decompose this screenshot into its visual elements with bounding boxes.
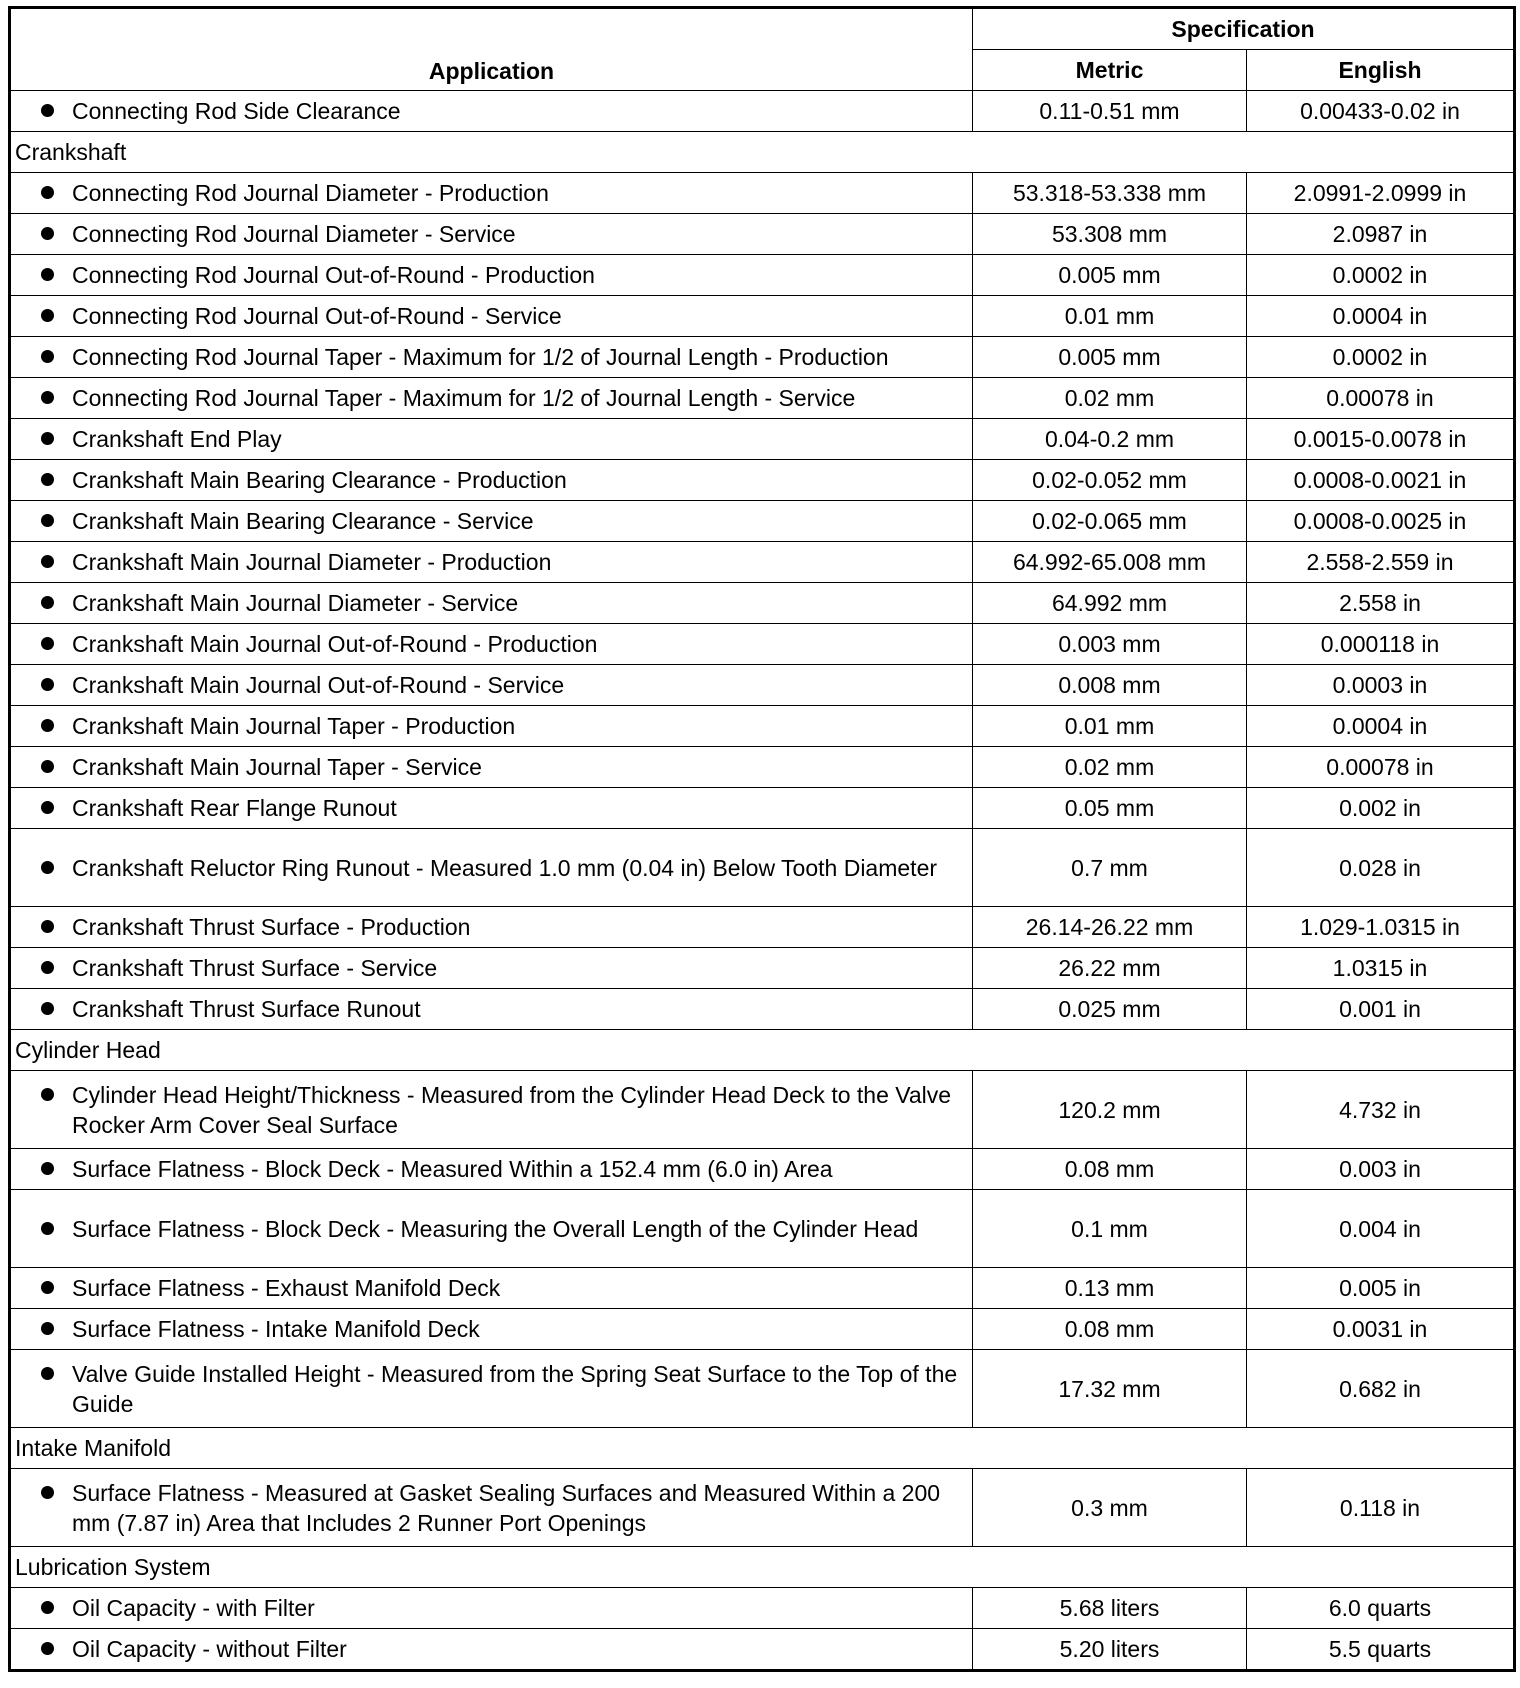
english-value: 0.005 in <box>1247 1268 1515 1309</box>
application-cell <box>10 337 973 378</box>
metric-value: 0.025 mm <box>973 989 1247 1030</box>
english-value: 0.004 in <box>1247 1190 1515 1268</box>
metric-value: 53.308 mm <box>973 214 1247 255</box>
application-cell <box>10 173 973 214</box>
bullet-icon <box>41 309 54 322</box>
metric-value: 0.005 mm <box>973 337 1247 378</box>
application-cell <box>10 1190 973 1268</box>
application-label: Connecting Rod Journal Taper - Maximum for 1/2 of Journal Length - Production <box>72 344 889 370</box>
metric-value: 17.32 mm <box>973 1350 1247 1428</box>
metric-value: 0.01 mm <box>973 706 1247 747</box>
bullet-icon <box>41 1367 54 1380</box>
bullet-icon <box>41 678 54 691</box>
english-value: 0.00433-0.02 in <box>1247 91 1515 132</box>
metric-header: Metric <box>973 50 1247 91</box>
section-row <box>10 1030 1515 1071</box>
section-title: Intake Manifold <box>10 1428 1515 1469</box>
metric-value: 0.02-0.065 mm <box>973 501 1247 542</box>
table-row <box>10 747 1515 788</box>
table-row <box>10 91 1515 132</box>
metric-value: 120.2 mm <box>973 1071 1247 1149</box>
metric-value: 26.22 mm <box>973 948 1247 989</box>
application-label: Surface Flatness - Exhaust Manifold Deck <box>72 1275 501 1301</box>
application-label: Crankshaft Rear Flange Runout <box>72 795 397 821</box>
bullet-icon <box>41 1162 54 1175</box>
application-cell <box>10 1071 973 1149</box>
metric-value: 0.11-0.51 mm <box>973 91 1247 132</box>
bullet-icon <box>41 1642 54 1655</box>
bullet-icon <box>41 719 54 732</box>
application-label: Oil Capacity - with Filter <box>72 1595 315 1621</box>
table-row <box>10 907 1515 948</box>
bullet-icon <box>41 432 54 445</box>
bullet-icon <box>41 1322 54 1335</box>
application-label: Connecting Rod Side Clearance <box>72 98 401 124</box>
english-value: 0.0002 in <box>1247 255 1515 296</box>
table-row <box>10 542 1515 583</box>
application-label: Connecting Rod Journal Diameter - Service <box>72 221 516 247</box>
bullet-icon <box>41 350 54 363</box>
metric-value: 0.3 mm <box>973 1469 1247 1547</box>
bullet-icon <box>41 637 54 650</box>
metric-value: 0.08 mm <box>973 1149 1247 1190</box>
section-row <box>10 1428 1515 1469</box>
table-row <box>10 419 1515 460</box>
bullet-icon <box>41 268 54 281</box>
table-row <box>10 1309 1515 1350</box>
section-title: Crankshaft <box>10 132 1515 173</box>
application-label: Surface Flatness - Block Deck - Measuring the Overall Length of the Cylinder Head <box>72 1215 919 1242</box>
english-value: 0.0031 in <box>1247 1309 1515 1350</box>
application-cell <box>10 91 973 132</box>
metric-value: 0.08 mm <box>973 1309 1247 1350</box>
english-value: 2.0991-2.0999 in <box>1247 173 1515 214</box>
application-label: Crankshaft Main Journal Taper - Service <box>72 754 482 780</box>
table-row <box>10 1268 1515 1309</box>
metric-value: 0.005 mm <box>973 255 1247 296</box>
table-row <box>10 255 1515 296</box>
application-label: Valve Guide Installed Height - Measured from the Spring Seat Surface to the Top of the Guide <box>72 1360 958 1417</box>
english-value: 0.118 in <box>1247 1469 1515 1547</box>
application-label: Crankshaft Thrust Surface - Service <box>72 955 438 981</box>
application-label: Crankshaft Main Bearing Clearance - Production <box>72 467 567 493</box>
metric-value: 0.01 mm <box>973 296 1247 337</box>
application-label: Crankshaft Main Journal Out-of-Round - Production <box>72 631 598 657</box>
bullet-icon <box>41 104 54 117</box>
table-row <box>10 665 1515 706</box>
english-value: 2.0987 in <box>1247 214 1515 255</box>
application-label: Crankshaft Thrust Surface - Production <box>72 914 471 940</box>
english-value: 0.003 in <box>1247 1149 1515 1190</box>
section-row <box>10 132 1515 173</box>
specification-header: Specification <box>973 8 1515 50</box>
section-title: Cylinder Head <box>10 1030 1515 1071</box>
bullet-icon <box>41 1002 54 1015</box>
bullet-icon <box>41 186 54 199</box>
table-row <box>10 1350 1515 1428</box>
application-cell <box>10 255 973 296</box>
table-row <box>10 948 1515 989</box>
application-label: Crankshaft Main Journal Diameter - Service <box>72 590 519 616</box>
application-cell <box>10 583 973 624</box>
application-header: Application <box>10 8 973 91</box>
application-cell <box>10 501 973 542</box>
application-cell <box>10 542 973 583</box>
bullet-icon <box>41 920 54 933</box>
application-label: Crankshaft Main Journal Out-of-Round - Service <box>72 672 565 698</box>
english-value: 6.0 quarts <box>1247 1588 1515 1629</box>
table-row <box>10 214 1515 255</box>
application-cell <box>10 460 973 501</box>
application-cell <box>10 1350 973 1428</box>
english-value: 2.558 in <box>1247 583 1515 624</box>
table-row <box>10 706 1515 747</box>
table-row <box>10 1149 1515 1190</box>
bullet-icon <box>41 227 54 240</box>
table-row <box>10 173 1515 214</box>
english-value: 0.000118 in <box>1247 624 1515 665</box>
metric-value: 0.05 mm <box>973 788 1247 829</box>
english-value: 1.029-1.0315 in <box>1247 907 1515 948</box>
metric-value: 0.04-0.2 mm <box>973 419 1247 460</box>
application-cell <box>10 788 973 829</box>
bullet-icon <box>41 1281 54 1294</box>
application-cell <box>10 1268 973 1309</box>
english-value: 0.002 in <box>1247 788 1515 829</box>
table-row <box>10 788 1515 829</box>
metric-value: 0.7 mm <box>973 829 1247 907</box>
spec-table <box>8 6 1516 1672</box>
bullet-icon <box>41 555 54 568</box>
section-row <box>10 1547 1515 1588</box>
application-cell <box>10 747 973 788</box>
metric-value: 0.13 mm <box>973 1268 1247 1309</box>
application-label: Connecting Rod Journal Taper - Maximum for 1/2 of Journal Length - Service <box>72 385 856 411</box>
bullet-icon <box>41 1088 54 1101</box>
application-label: Surface Flatness - Measured at Gasket Sealing Surfaces and Measured Within a 200 mm (7.87 in) Area that Includes 2 Runner Port Openings <box>72 1479 941 1536</box>
metric-value: 5.20 liters <box>973 1629 1247 1671</box>
bullet-icon <box>41 861 54 874</box>
application-cell <box>10 829 973 907</box>
application-label: Crankshaft End Play <box>72 426 282 452</box>
metric-value: 0.008 mm <box>973 665 1247 706</box>
table-row <box>10 583 1515 624</box>
table-row <box>10 501 1515 542</box>
application-cell <box>10 624 973 665</box>
metric-value: 64.992 mm <box>973 583 1247 624</box>
application-cell <box>10 296 973 337</box>
application-cell <box>10 378 973 419</box>
table-row <box>10 989 1515 1030</box>
application-cell <box>10 214 973 255</box>
metric-value: 0.02 mm <box>973 378 1247 419</box>
section-title: Lubrication System <box>10 1547 1515 1588</box>
metric-value: 0.1 mm <box>973 1190 1247 1268</box>
application-cell <box>10 989 973 1030</box>
application-cell <box>10 1149 973 1190</box>
english-value: 0.00078 in <box>1247 378 1515 419</box>
application-cell <box>10 706 973 747</box>
bullet-icon <box>41 1601 54 1614</box>
table-row <box>10 829 1515 907</box>
english-value: 1.0315 in <box>1247 948 1515 989</box>
application-cell <box>10 907 973 948</box>
english-value: 2.558-2.559 in <box>1247 542 1515 583</box>
english-value: 5.5 quarts <box>1247 1629 1515 1671</box>
application-label: Crankshaft Thrust Surface Runout <box>72 996 421 1022</box>
application-label: Cylinder Head Height/Thickness - Measured from the Cylinder Head Deck to the Valve Rocker Arm Cover Seal Surface <box>72 1081 952 1138</box>
metric-value: 64.992-65.008 mm <box>973 542 1247 583</box>
application-label: Oil Capacity - without Filter <box>72 1636 347 1662</box>
application-label: Crankshaft Main Journal Diameter - Production <box>72 549 552 575</box>
metric-value: 0.02 mm <box>973 747 1247 788</box>
spec-body <box>10 91 1515 1671</box>
table-row <box>10 624 1515 665</box>
metric-value: 5.68 liters <box>973 1588 1247 1629</box>
header-row-1 <box>10 8 1515 50</box>
application-cell <box>10 948 973 989</box>
english-value: 0.0008-0.0025 in <box>1247 501 1515 542</box>
application-label: Crankshaft Main Journal Taper - Production <box>72 713 516 739</box>
application-label: Connecting Rod Journal Diameter - Production <box>72 180 549 206</box>
application-label: Crankshaft Reluctor Ring Runout - Measured 1.0 mm (0.04 in) Below Tooth Diameter <box>72 854 938 881</box>
english-value: 0.682 in <box>1247 1350 1515 1428</box>
application-label: Surface Flatness - Intake Manifold Deck <box>72 1316 480 1342</box>
metric-value: 26.14-26.22 mm <box>973 907 1247 948</box>
bullet-icon <box>41 473 54 486</box>
bullet-icon <box>41 801 54 814</box>
english-value: 0.028 in <box>1247 829 1515 907</box>
metric-value: 53.318-53.338 mm <box>973 173 1247 214</box>
bullet-icon <box>41 1486 54 1499</box>
application-label: Connecting Rod Journal Out-of-Round - Production <box>72 262 595 288</box>
application-cell <box>10 1309 973 1350</box>
bullet-icon <box>41 596 54 609</box>
english-value: 4.732 in <box>1247 1071 1515 1149</box>
bullet-icon <box>41 514 54 527</box>
english-value: 0.0004 in <box>1247 296 1515 337</box>
table-row <box>10 296 1515 337</box>
table-row <box>10 1469 1515 1547</box>
application-cell <box>10 1469 973 1547</box>
english-header: English <box>1247 50 1515 91</box>
bullet-icon <box>41 1222 54 1235</box>
english-value: 0.001 in <box>1247 989 1515 1030</box>
english-value: 0.0008-0.0021 in <box>1247 460 1515 501</box>
english-value: 0.0015-0.0078 in <box>1247 419 1515 460</box>
table-row <box>10 378 1515 419</box>
application-cell <box>10 419 973 460</box>
application-label: Crankshaft Main Bearing Clearance - Service <box>72 508 534 534</box>
table-row <box>10 460 1515 501</box>
english-value: 0.0004 in <box>1247 706 1515 747</box>
application-cell <box>10 665 973 706</box>
bullet-icon <box>41 760 54 773</box>
english-value: 0.00078 in <box>1247 747 1515 788</box>
application-label: Surface Flatness - Block Deck - Measured Within a 152.4 mm (6.0 in) Area <box>72 1156 833 1182</box>
table-row <box>10 337 1515 378</box>
application-label: Connecting Rod Journal Out-of-Round - Service <box>72 303 562 329</box>
table-row <box>10 1071 1515 1149</box>
metric-value: 0.02-0.052 mm <box>973 460 1247 501</box>
application-cell <box>10 1629 973 1671</box>
table-row <box>10 1190 1515 1268</box>
table-row <box>10 1588 1515 1629</box>
english-value: 0.0002 in <box>1247 337 1515 378</box>
bullet-icon <box>41 961 54 974</box>
bullet-icon <box>41 391 54 404</box>
application-cell <box>10 1588 973 1629</box>
table-row <box>10 1629 1515 1671</box>
english-value: 0.0003 in <box>1247 665 1515 706</box>
metric-value: 0.003 mm <box>973 624 1247 665</box>
